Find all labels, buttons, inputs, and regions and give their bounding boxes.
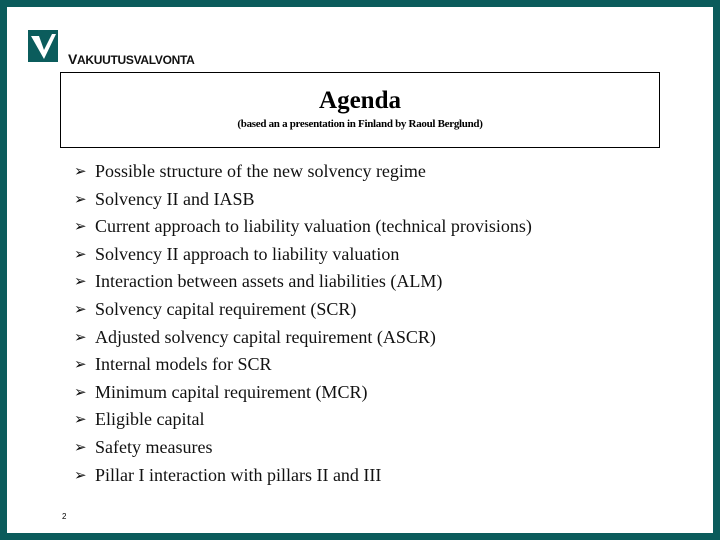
page-number: 2: [62, 512, 67, 521]
agenda-item-text: Current approach to liability valuation (technical provisions): [95, 216, 532, 237]
brand-name: [68, 51, 195, 67]
arrow-bullet-icon: ➢: [74, 189, 87, 208]
agenda-item-text: Interaction between assets and liabilities (ALM): [95, 271, 443, 292]
agenda-item-text: Pillar I interaction with pillars II and III: [95, 464, 382, 485]
agenda-item-text: Adjusted solvency capital requirement (ASCR): [95, 326, 436, 347]
title-box: [60, 72, 660, 148]
arrow-bullet-icon: ➢: [74, 327, 87, 346]
agenda-item-text: Minimum capital requirement (MCR): [95, 381, 368, 402]
arrow-bullet-icon: ➢: [74, 355, 87, 374]
arrow-bullet-icon: ➢: [74, 162, 87, 180]
agenda-item-text: Solvency capital requirement (SCR): [95, 298, 357, 319]
agenda-item-text: Possible structure of the new solvency regime: [95, 161, 426, 181]
page-title: Agenda: [319, 87, 401, 114]
agenda-item-text: Solvency II approach to liability valuation: [95, 243, 400, 264]
arrow-bullet-icon: ➢: [74, 410, 87, 429]
brand-initial: V: [68, 51, 78, 67]
arrow-bullet-icon: ➢: [74, 382, 87, 401]
page-subtitle: (based an a presentation in Finland by Raoul Berglund): [237, 118, 483, 130]
agenda-item-text: Safety measures: [95, 436, 213, 457]
arrow-bullet-icon: ➢: [74, 437, 87, 456]
agenda-item-text: Internal models for SCR: [95, 354, 272, 375]
arrow-bullet-icon: ➢: [74, 465, 87, 484]
agenda-item-text: Solvency II and IASB: [95, 188, 255, 209]
arrow-bullet-icon: ➢: [74, 244, 87, 263]
arrow-bullet-icon: ➢: [74, 272, 87, 291]
arrow-bullet-icon: ➢: [74, 299, 87, 318]
vakuutusvalvonta-logo-icon: [28, 30, 58, 62]
agenda-item-text: Eligible capital: [95, 409, 205, 430]
brand-rest: AKUUTUSVALVONTA: [77, 53, 195, 67]
arrow-bullet-icon: ➢: [74, 217, 87, 236]
